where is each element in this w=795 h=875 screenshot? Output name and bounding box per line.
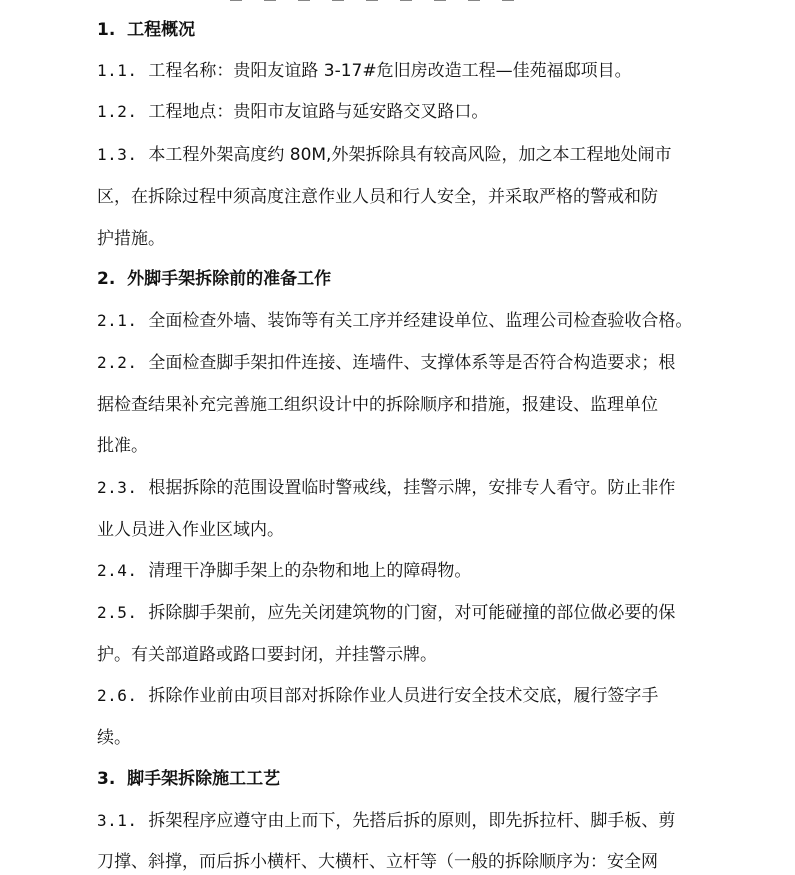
paragraph-2-5-line-1: 2.5. 拆除脚手架前，应先关闭建筑物的门窗，对可能碰撞的部位做必要的保 [97,603,676,623]
section-heading-2: 2. 外脚手架拆除前的准备工作 [97,269,332,289]
section-heading-3: 3. 脚手架拆除施工工艺 [97,769,281,789]
paragraph-2-3-line-1: 2.3. 根据拆除的范围设置临时警戒线，挂警示牌，安排专人看守。防止非作 [97,478,676,498]
paragraph-2-6-line-1: 2.6. 拆除作业前由项目部对拆除作业人员进行安全技术交底，履行签字手 [97,686,659,706]
paragraph-1-3-line-3: 护措施。 [97,229,165,249]
paragraph-2-2-line-3: 批准。 [97,436,148,456]
paragraph-2-1: 2.1. 全面检查外墙、装饰等有关工序并经建设单位、监理公司检查验收合格。 [97,311,693,331]
paragraph-2-5-line-2: 护。有关部道路或路口要封闭，并挂警示牌。 [97,645,437,665]
paragraph-2-2-line-1: 2.2. 全面检查脚手架扣件连接、连墙件、支撑体系等是否符合构造要求；根 [97,353,676,373]
paragraph-1-1: 1.1. 工程名称：贵阳友谊路 3-17#危旧房改造工程—佳苑福邸项目。 [97,61,632,81]
paragraph-3-1-line-2: 刀撑、斜撑，而后拆小横杆、大横杆、立杆等（一般的拆除顺序为：安全网 [97,852,658,872]
paragraph-2-2-line-2: 据检查结果补充完善施工组织设计中的拆除顺序和措施，报建设、监理单位 [97,395,658,415]
paragraph-2-3-line-2: 业人员进入作业区域内。 [97,520,284,540]
section-heading-1: 1. 工程概况 [97,20,196,40]
paragraph-1-2: 1.2. 工程地点：贵阳市友谊路与延安路交叉路口。 [97,102,489,122]
paragraph-1-3-line-2: 区，在拆除过程中须高度注意作业人员和行人安全，并采取严格的警戒和防 [97,187,658,207]
paragraph-3-1-line-1: 3.1. 拆架程序应遵守由上而下，先搭后拆的原则，即先拆拉杆、脚手板、剪 [97,811,676,831]
paragraph-2-6-line-2: 续。 [97,728,131,748]
cropped-title-fragment [230,0,560,4]
paragraph-1-3-line-1: 1.3. 本工程外架高度约 80M,外架拆除具有较高风险，加之本工程地处闹市 [97,145,672,165]
paragraph-2-4: 2.4. 清理干净脚手架上的杂物和地上的障碍物。 [97,561,472,581]
